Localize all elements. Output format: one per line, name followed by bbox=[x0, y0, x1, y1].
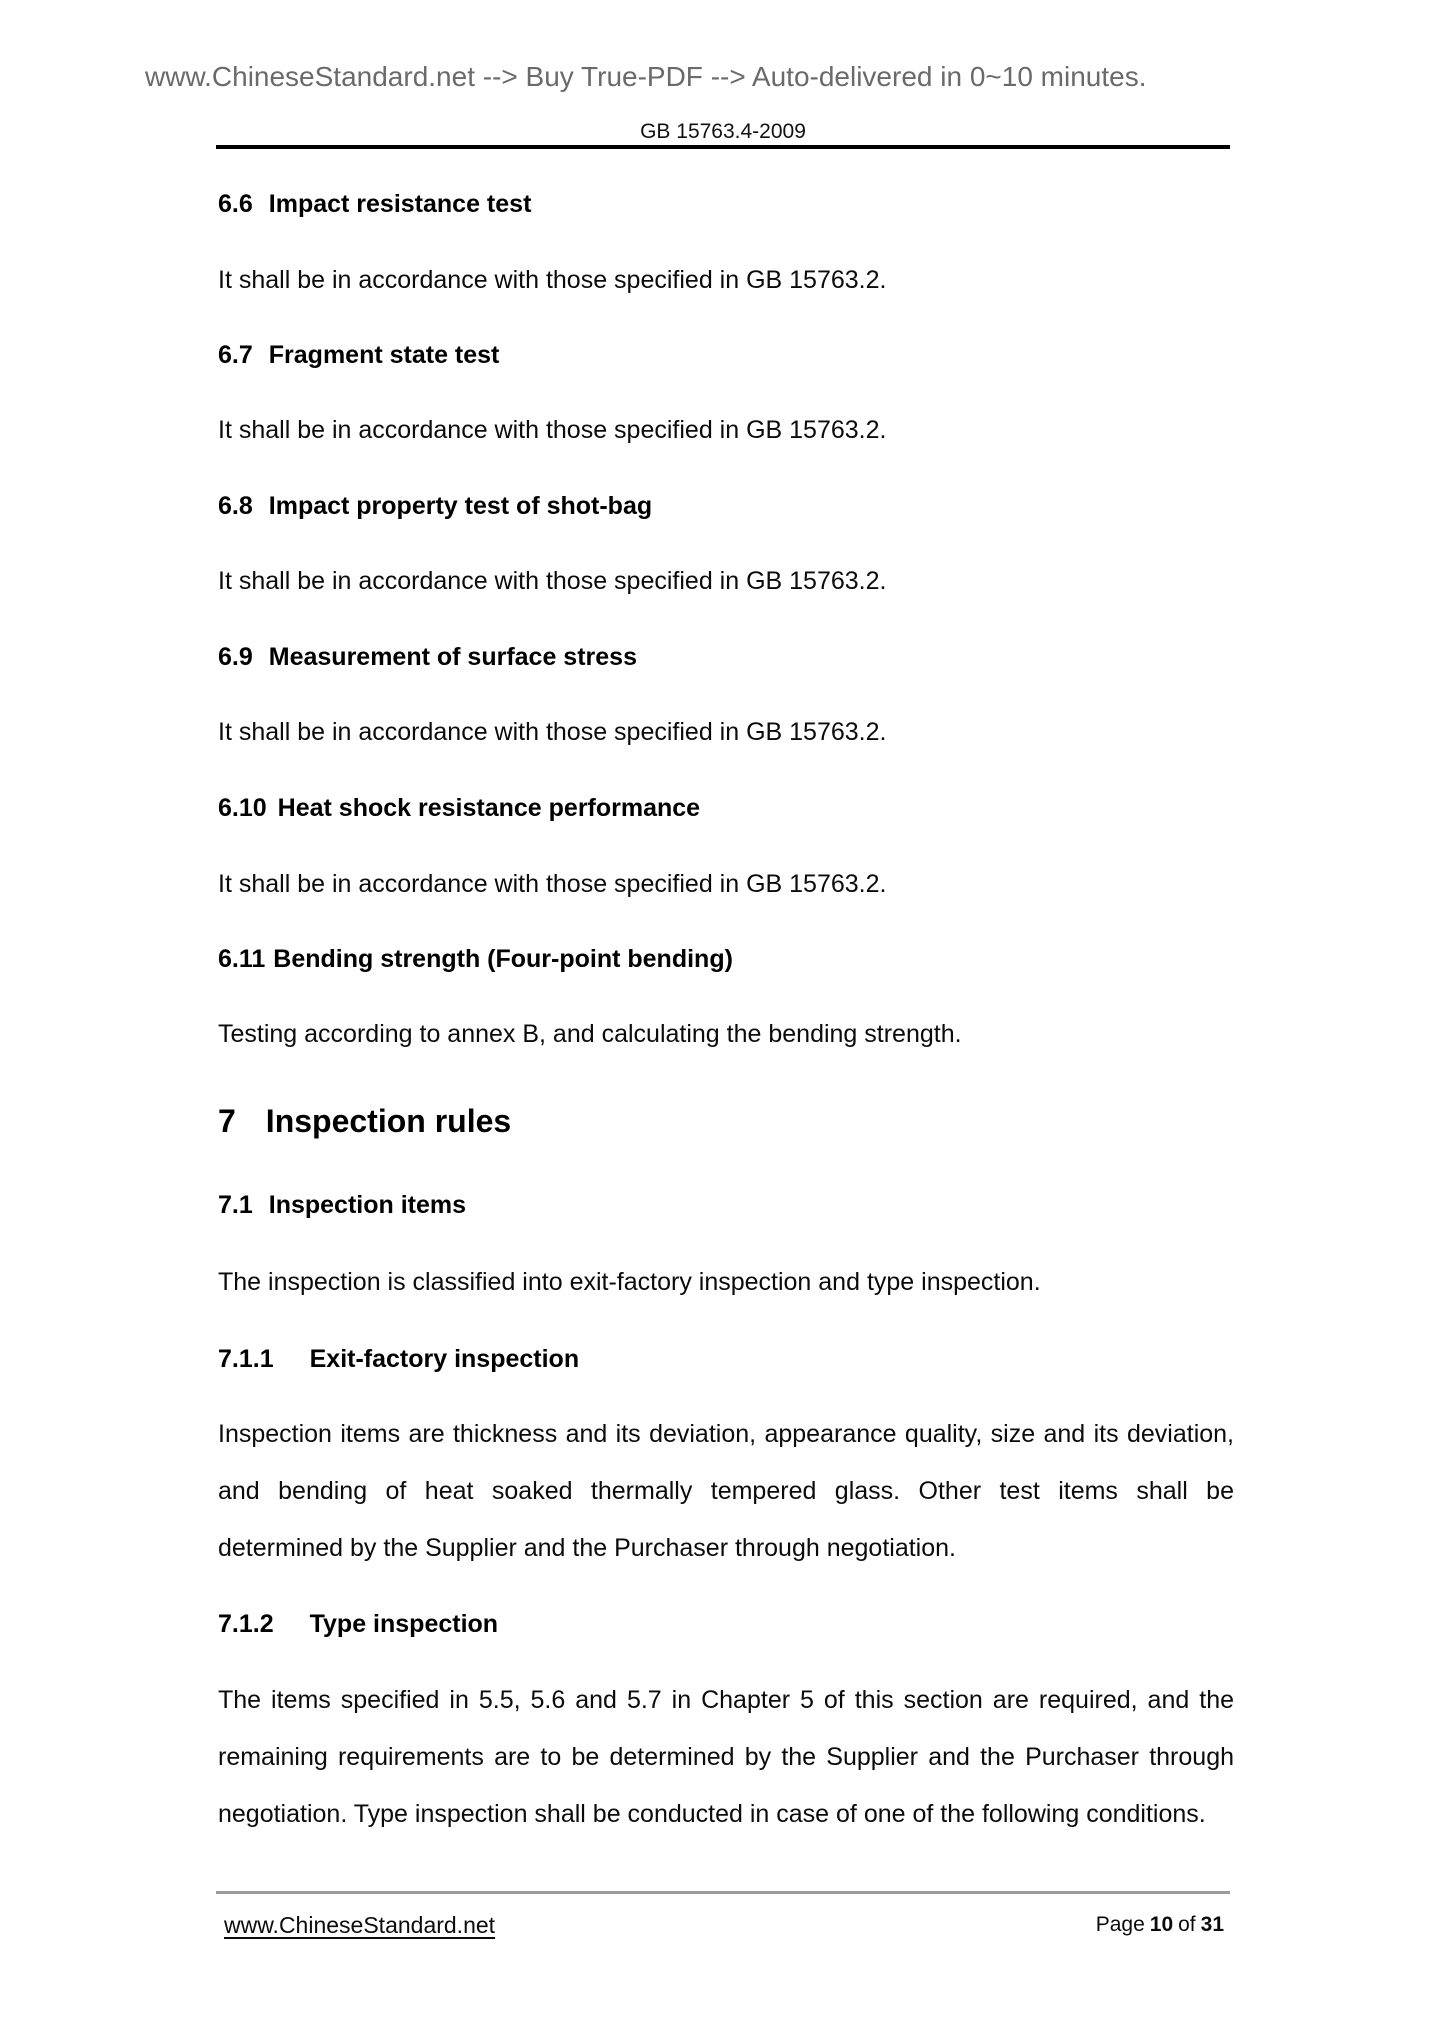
page-of-label: of bbox=[1178, 1913, 1196, 1936]
paragraph-6-8: It shall be in accordance with those specified in GB 15763.2. bbox=[218, 567, 887, 595]
paragraph-6-7: It shall be in accordance with those specified in GB 15763.2. bbox=[218, 416, 887, 444]
page-current: 10 bbox=[1149, 1913, 1174, 1936]
footer-site-link[interactable]: www.ChineseStandard.net bbox=[224, 1912, 496, 1938]
paragraph-6-9: It shall be in accordance with those specified in GB 15763.2. bbox=[218, 718, 887, 746]
page-total: 31 bbox=[1200, 1913, 1224, 1936]
heading-6-7 bbox=[218, 338, 1234, 372]
paragraph-line: and bending of heat soaked thermally tempered glass. Other test items shall be bbox=[218, 1477, 1234, 1505]
paragraph-line: remaining requirements are to be determined by the Supplier and the Purchaser through bbox=[218, 1743, 1234, 1771]
heading-number: 6.7 bbox=[218, 341, 253, 369]
doc-number: GB 15763.4-2009 bbox=[640, 120, 806, 143]
heading-7-1 bbox=[218, 1188, 1234, 1222]
heading-title: Inspection rules bbox=[265, 1103, 512, 1139]
heading-title: Bending strength (Four-point bending) bbox=[273, 945, 733, 973]
page-indicator bbox=[1096, 1911, 1224, 1939]
heading-number: 7 bbox=[218, 1103, 236, 1139]
promo-header: www.ChineseStandard.net --> Buy True-PDF --> Auto-delivered in 0~10 minutes. bbox=[145, 61, 1147, 92]
heading-number: 6.8 bbox=[218, 492, 253, 520]
paragraph-6-11: Testing according to annex B, and calculating the bending strength. bbox=[218, 1020, 962, 1048]
heading-title: Measurement of surface stress bbox=[268, 643, 637, 671]
heading-number: 7.1 bbox=[218, 1191, 253, 1219]
heading-6-6 bbox=[218, 187, 1234, 221]
heading-number: 7.1.1 bbox=[218, 1345, 274, 1373]
heading-title: Inspection items bbox=[268, 1191, 467, 1219]
paragraph-7-1-2 bbox=[218, 1672, 1234, 1843]
heading-number: 6.6 bbox=[218, 190, 253, 218]
footer-rule bbox=[216, 1891, 1230, 1894]
heading-title: Fragment state test bbox=[268, 341, 500, 369]
paragraph-line: Inspection items are thickness and its deviation, appearance quality, size and its deviation, bbox=[218, 1420, 1234, 1448]
heading-title: Impact property test of shot-bag bbox=[268, 492, 653, 520]
heading-number: 6.10 bbox=[218, 794, 267, 822]
heading-6-9 bbox=[218, 640, 1234, 674]
heading-6-10 bbox=[218, 791, 1234, 825]
heading-number: 7.1.2 bbox=[218, 1610, 274, 1638]
heading-7-1-1 bbox=[218, 1342, 1234, 1376]
heading-7-1-2 bbox=[218, 1607, 1234, 1641]
paragraph-7-1: The inspection is classified into exit-factory inspection and type inspection. bbox=[218, 1268, 1041, 1296]
page-label: Page bbox=[1095, 1913, 1145, 1936]
header-rule bbox=[216, 145, 1230, 149]
paragraph-line: negotiation. Type inspection shall be conducted in case of one of the following conditions. bbox=[218, 1800, 1206, 1828]
heading-title: Heat shock resistance performance bbox=[277, 794, 701, 822]
paragraph-6-6: It shall be in accordance with those specified in GB 15763.2. bbox=[218, 266, 887, 294]
paragraph-line: determined by the Supplier and the Purchaser through negotiation. bbox=[218, 1534, 956, 1562]
heading-title: Type inspection bbox=[309, 1610, 499, 1638]
paragraph-6-10: It shall be in accordance with those specified in GB 15763.2. bbox=[218, 870, 887, 898]
heading-6-8 bbox=[218, 489, 1234, 523]
chapter-heading-7 bbox=[218, 1099, 1234, 1143]
heading-number: 6.9 bbox=[218, 643, 253, 671]
heading-title: Impact resistance test bbox=[268, 190, 532, 218]
heading-title: Exit-factory inspection bbox=[309, 1345, 580, 1373]
heading-number: 6.11 bbox=[218, 945, 266, 973]
heading-6-11 bbox=[218, 942, 1234, 976]
paragraph-7-1-1 bbox=[218, 1406, 1234, 1577]
paragraph-line: The items specified in 5.5, 5.6 and 5.7 in Chapter 5 of this section are required, and the bbox=[218, 1686, 1234, 1714]
